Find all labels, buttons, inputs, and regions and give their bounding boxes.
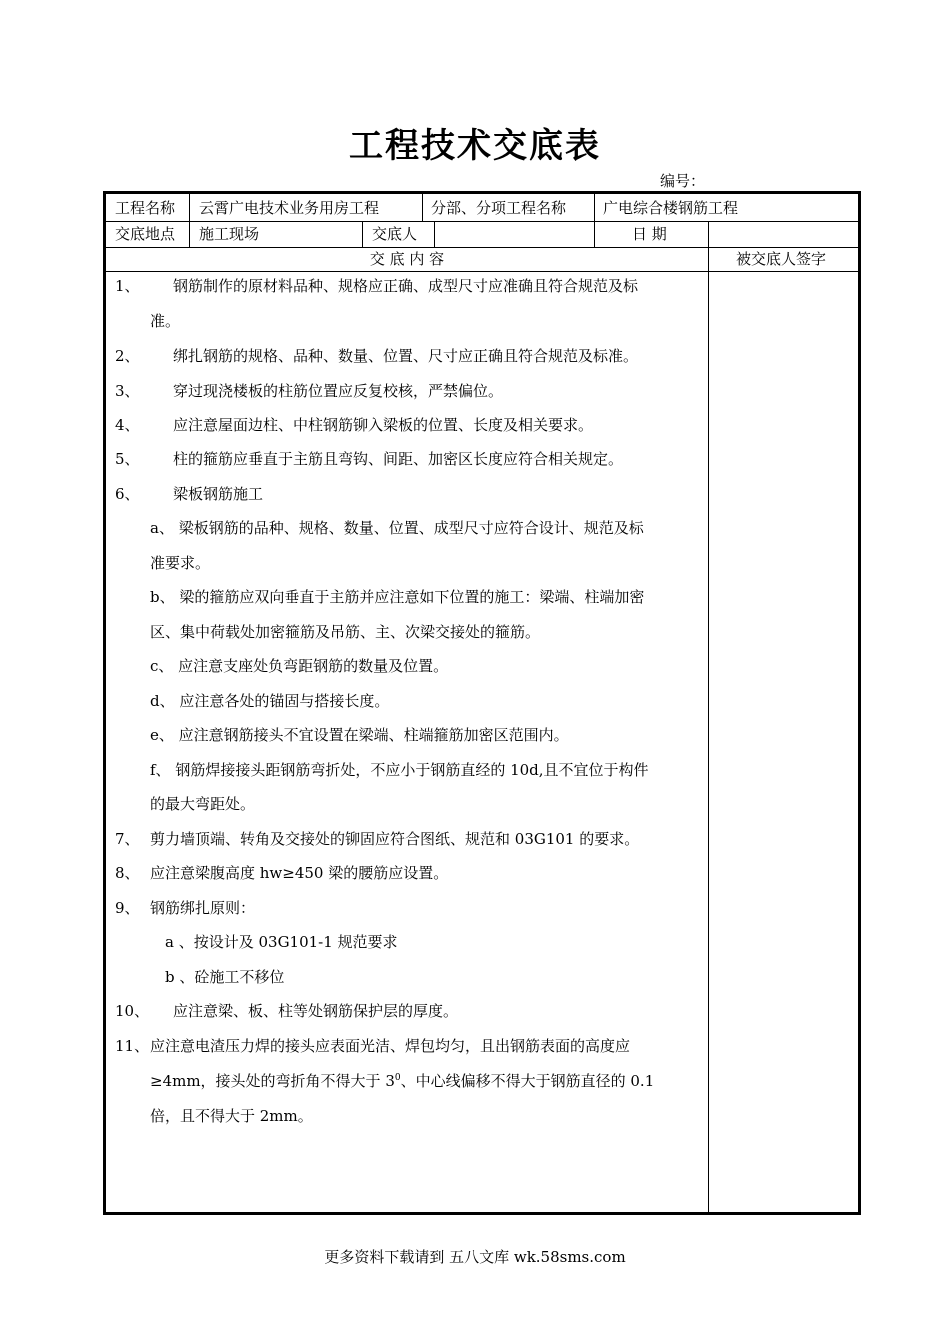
project-name-value: 云霄广电技术业务用房工程 <box>199 199 380 217</box>
item-text: f、 钢筋焊接接头距钢筋弯折处，不应小于钢筋直经的 10d,且不宜位于构件 <box>150 761 649 779</box>
col-divider <box>594 221 595 247</box>
item-text: d、 应注意各处的锚固与搭接长度。 <box>150 692 390 710</box>
presenter-label: 交底人 <box>372 225 418 243</box>
item-text: ≥4mm，接头处的弯折角不得大于 $3^0$、中心线偏移不得大于钢筋直径的 0.1 <box>150 1072 655 1090</box>
item-number: 5、 <box>115 450 140 468</box>
item-text: 穿过现浇楼板的柱筋位置应反复校核，严禁偏位。 <box>173 382 504 400</box>
content-heading: 交 底 内 容 <box>369 250 445 268</box>
item-text: 应注意屋面边柱、中柱钢筋铆入梁板的位置、长度及相关要求。 <box>173 416 594 434</box>
subproject-label: 分部、分项工程名称 <box>431 199 567 217</box>
item-text-tail: 、中心线偏移不得大于钢筋直径的 0.1 <box>400 1072 655 1090</box>
item-number: 9、 <box>115 899 140 917</box>
item-text: e、 应注意钢筋接头不宜设置在梁端、柱端箍筋加密区范围内。 <box>150 726 569 744</box>
item-text: 绑扎钢筋的规格、品种、数量、位置、尺寸应正确且符合规范及标准。 <box>173 347 639 365</box>
location-label: 交底地点 <box>115 225 176 243</box>
item-text: b、 梁的箍筋应双向垂直于主筋并应注意如下位置的施工：梁端、柱端加密 <box>150 588 645 606</box>
document-title: 工程技术交底表 <box>349 126 601 166</box>
subproject-value: 广电综合楼钢筋工程 <box>603 199 739 217</box>
date-label: 日 期 <box>632 225 667 243</box>
disclosure-table <box>103 191 861 1215</box>
item-text: a 、按设计及 03G101-1 规范要求 <box>165 933 398 951</box>
item-number: 3、 <box>115 382 140 400</box>
item-text: 应注意梁腹高度 hw≥450 梁的腰筋应设置。 <box>150 864 449 882</box>
item-text: c、 应注意支座处负弯距钢筋的数量及位置。 <box>150 657 449 675</box>
number-label: 编号： <box>660 172 706 190</box>
item-number: 10、 <box>115 1002 150 1020</box>
item-number: 2、 <box>115 347 140 365</box>
item-text: 柱的箍筋应垂直于主筋且弯钩、间距、加密区长度应符合相关规定。 <box>173 450 624 468</box>
item-text: 钢筋制作的原材料品种、规格应正确、成型尺寸应准确且符合规范及标 <box>173 277 639 295</box>
item-text: 剪力墙顶端、转角及交接处的铆固应符合图纸、规范和 03G101 的要求。 <box>150 830 640 848</box>
item-text: 应注意梁、板、柱等处钢筋保护层的厚度。 <box>173 1002 459 1020</box>
col-divider <box>594 194 595 221</box>
item-number: 1、 <box>115 277 140 295</box>
col-divider <box>189 194 190 221</box>
signature-col-divider <box>708 221 709 1212</box>
project-name-label: 工程名称 <box>115 199 176 217</box>
item-number: 6、 <box>115 485 140 503</box>
item-text: 倍，且不得大于 2mm。 <box>150 1107 313 1125</box>
location-value: 施工现场 <box>199 225 260 243</box>
item-text: 的最大弯距处。 <box>150 795 256 813</box>
item-number: 11、 <box>115 1037 150 1055</box>
item-text: 区、集中荷载处加密箍筋及吊筋、主、次梁交接处的箍筋。 <box>150 623 541 641</box>
item-text: b 、砼施工不移位 <box>165 968 285 986</box>
item-number: 4、 <box>115 416 140 434</box>
col-divider <box>362 221 363 247</box>
item-text: 准要求。 <box>150 554 211 572</box>
col-divider <box>422 194 423 221</box>
col-divider <box>434 221 435 247</box>
item-number: 7、 <box>115 830 140 848</box>
item-text: 钢筋绑扎原则： <box>150 899 256 917</box>
item-text: a、 梁板钢筋的品种、规格、数量、位置、成型尺寸应符合设计、规范及标 <box>150 519 644 537</box>
item-text: 准。 <box>150 312 181 330</box>
item-number: 8、 <box>115 864 140 882</box>
footer-note: 更多资料下载请到 五八文库 wk.58sms.com <box>324 1248 626 1266</box>
item-text: 梁板钢筋施工 <box>173 485 264 503</box>
item-text: 应注意电渣压力焊的接头应表面光洁、焊包均匀，且出钢筋表面的高度应 <box>150 1037 631 1055</box>
row-divider <box>106 271 858 272</box>
col-divider <box>189 221 190 247</box>
degree-superscript: 0 <box>394 1073 401 1083</box>
signature-heading: 被交底人签字 <box>736 250 827 268</box>
